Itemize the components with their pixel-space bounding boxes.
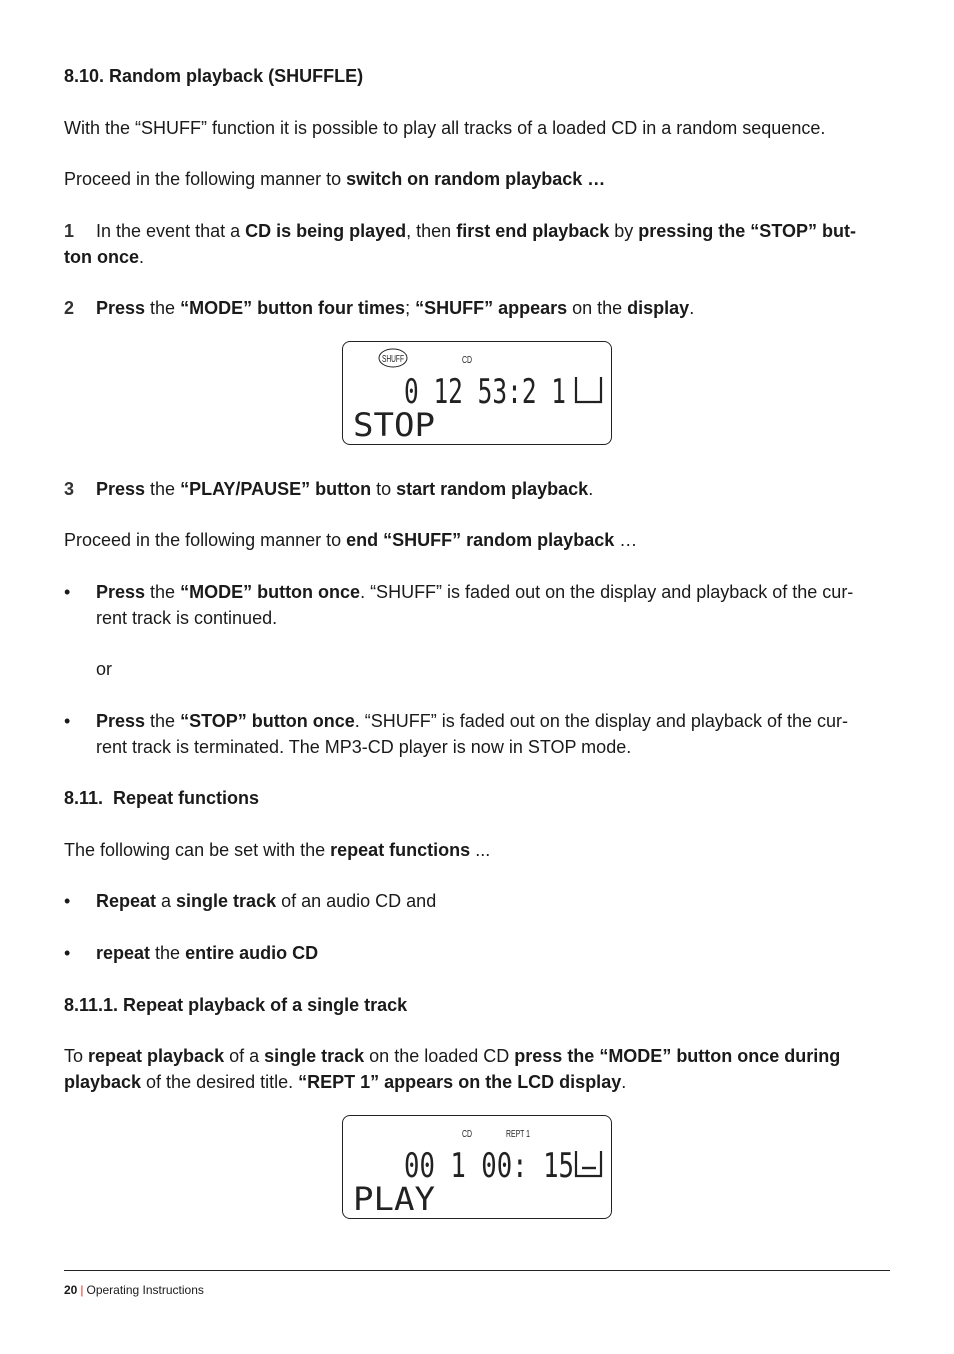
step-1-text: In the event that a CD is being played, then first end playback by pressing the “STOP” but- bbox=[96, 221, 856, 241]
footer-label: Operating Instructions bbox=[86, 1283, 204, 1297]
bullet-mode-once-text-cont: rent track is continued. bbox=[96, 608, 278, 628]
lcd-mode-text: PLAY bbox=[353, 1180, 435, 1218]
page-footer bbox=[64, 1282, 204, 1298]
repeat-single-paragraph-cont: playback of the desired title. “REPT 1” appears on the LCD display. bbox=[64, 1072, 627, 1092]
shuffle-intro-paragraph: With the “SHUFF” function it is possible to play all tracks of a loaded CD in a random sequence. bbox=[64, 118, 826, 138]
cd-indicator: CD bbox=[462, 355, 472, 366]
lcd-display-repeat-play bbox=[342, 1115, 612, 1219]
lcd-time-digits: 0 12 53:2 1 bbox=[404, 372, 566, 412]
bullet-repeat-single-text: Repeat a single track of an audio CD and bbox=[96, 891, 437, 911]
footer-rule bbox=[64, 1270, 890, 1271]
repeat-single-paragraph: To repeat playback of a single track on the loaded CD press the “MODE” button once during bbox=[64, 1046, 841, 1066]
bullet-mode-once: • bbox=[64, 582, 71, 602]
step-number-1: 1 bbox=[64, 221, 75, 241]
lcd-time-digits: 00 1 00: 15 bbox=[404, 1146, 574, 1186]
step-number-2: 2 bbox=[64, 298, 75, 318]
bullet-repeat-all: • bbox=[64, 943, 71, 963]
step-2-text: Press the “MODE” button four times; “SHUFF” appears on the display. bbox=[96, 298, 695, 318]
bullet-repeat-all-text: repeat the entire audio CD bbox=[96, 943, 319, 963]
bullet-stop-once-text: Press the “STOP” button once. “SHUFF” is faded out on the display and playback of the cur- bbox=[96, 711, 848, 731]
lcd-display-repeat-play-art bbox=[343, 1116, 611, 1218]
repeat-intro-paragraph: The following can be set with the repeat functions ... bbox=[64, 840, 491, 860]
footer-separator: | bbox=[80, 1283, 84, 1297]
proceed-switch-on-paragraph: Proceed in the following manner to switch on random playback … bbox=[64, 169, 606, 189]
bullet-repeat-single: • bbox=[64, 891, 71, 911]
cd-indicator: CD bbox=[462, 1129, 472, 1140]
lcd-display-shuffle-stop-art bbox=[343, 342, 611, 444]
section-heading-8-10: 8.10. Random playback (SHUFFLE) bbox=[64, 66, 364, 86]
page-number: 20 bbox=[64, 1283, 78, 1297]
step-3-text: Press the “PLAY/PAUSE” button to start random playback. bbox=[96, 479, 594, 499]
disc-tray-icon bbox=[576, 1151, 601, 1176]
rept-indicator: REPT 1 bbox=[506, 1129, 531, 1140]
step-1-text-cont: ton once. bbox=[64, 247, 145, 267]
bullet-stop-once: • bbox=[64, 711, 71, 731]
disc-tray-icon bbox=[576, 377, 601, 402]
step-number-3: 3 bbox=[64, 479, 75, 499]
bullet-stop-once-text-cont: rent track is terminated. The MP3-CD player is now in STOP mode. bbox=[96, 737, 632, 757]
proceed-end-paragraph: Proceed in the following manner to end “SHUFF” random playback … bbox=[64, 530, 638, 550]
section-heading-8-11-1: 8.11.1. Repeat playback of a single track bbox=[64, 995, 408, 1015]
bullet-mode-once-text: Press the “MODE” button once. “SHUFF” is faded out on the display and playback of the cur- bbox=[96, 582, 854, 602]
lcd-mode-text: STOP bbox=[353, 406, 435, 444]
lcd-display-shuffle-stop bbox=[342, 341, 612, 445]
section-heading-8-11: 8.11. Repeat functions bbox=[64, 788, 260, 808]
or-text: or bbox=[96, 659, 113, 679]
shuff-indicator: SHUFF bbox=[382, 354, 404, 365]
